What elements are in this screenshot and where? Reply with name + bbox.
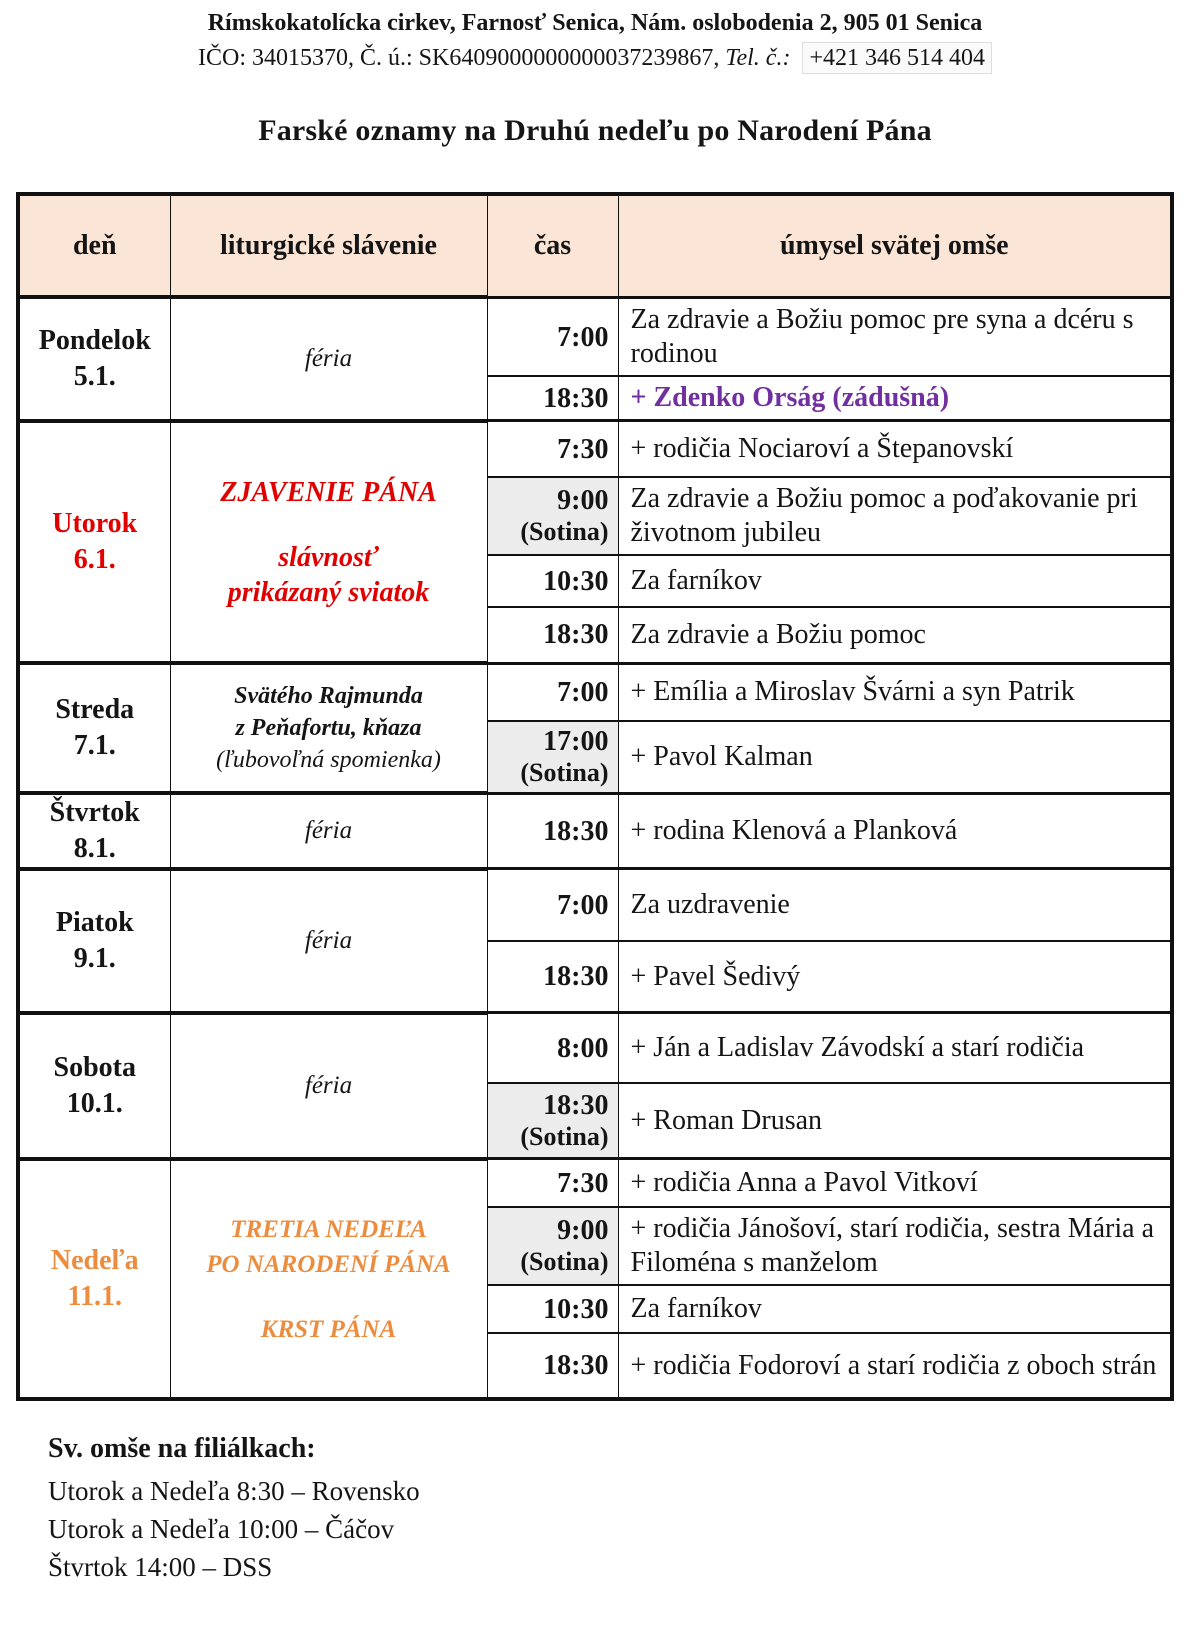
mass-time: 7:30 [557,433,609,465]
day-cell [18,1013,170,1159]
day-name: Utorok [52,508,138,540]
time-cell [487,793,618,869]
liturgy-line [177,1282,481,1312]
time-cell [487,477,618,555]
liturgy-line: slávnosť [278,541,379,573]
day-name: Streda [55,694,135,726]
day-date: 9.1. [73,942,116,974]
intention-cell: + rodina Klenová a Planková [618,793,1172,869]
day-name: Sobota [53,1052,136,1084]
phone-number: +421 346 514 404 [802,42,992,75]
day-name: Štvrtok [49,797,140,829]
liturgy-line: féria [304,926,353,954]
mass-row [18,663,1172,721]
mass-time: 18:30 [543,1350,609,1382]
time-cell [487,663,618,721]
mass-time: 7:00 [557,889,609,921]
intention-cell: + rodičia Anna a Pavol Vitkoví [618,1159,1172,1207]
time-cell [487,869,618,941]
time-cell [487,1285,618,1333]
branch-masses [48,1431,1190,1585]
time-cell [487,376,618,421]
mass-time: 17:00 [543,726,609,758]
mass-time: 18:30 [543,382,609,414]
parish-ids: IČO: 34015370, Č. ú.: SK6409000000000037239867, [197,44,720,71]
mass-row [18,869,1172,941]
mass-time: 10:30 [543,565,609,597]
intention-cell: + Emília a Miroslav Švárni a syn Patrik [618,663,1172,721]
liturgy-line: féria [304,344,353,372]
branch-masses-heading: Sv. omše na filiálkach: [48,1433,316,1465]
time-cell [487,1083,618,1159]
day-date: 7.1. [73,730,116,762]
intention-cell: + Ján a Ladislav Závodskí a starí rodičia [618,1013,1172,1083]
day-cell [18,793,170,869]
time-cell [487,421,618,477]
intention-cell: Za zdravie a Božiu pomoc pre syna a dcéru s rodinou [618,297,1172,376]
intention-cell: Za zdravie a Božiu pomoc a poďakovanie pri životnom jubileu [618,477,1172,555]
day-date: 6.1. [73,544,116,576]
intention-cell: Za uzdravenie [618,869,1172,941]
mass-place: (Sotina) [520,1121,609,1151]
time-cell [487,1333,618,1399]
liturgy-line: féria [304,816,353,844]
day-date: 8.1. [73,833,116,865]
mass-row [18,793,1172,869]
liturgy-line: ZJAVENIE PÁNA [220,476,437,508]
mass-time: 7:00 [557,676,609,708]
day-cell [18,297,170,420]
column-header-liturgy: liturgické slávenie [170,194,487,297]
day-name: Piatok [55,907,134,939]
day-cell [18,663,170,793]
mass-time: 18:30 [543,815,609,847]
liturgy-line: z Peňafortu, kňaza [235,715,422,742]
branch-mass-line: Utorok a Nedeľa 8:30 – Rovensko [48,1475,420,1506]
liturgy-line: KRST PÁNA [260,1315,397,1343]
intention-cell: Za zdravie a Božiu pomoc [618,607,1172,663]
mass-place: (Sotina) [520,758,609,788]
column-header-time: čas [487,194,618,297]
intention-cell: Za farníkov [618,1285,1172,1333]
mass-place: (Sotina) [520,517,609,547]
mass-time: 9:00 [557,1215,609,1247]
mass-time: 18:30 [543,961,609,993]
branch-mass-line: Štvrtok 14:00 – DSS [48,1551,273,1582]
day-name: Nedeľa [50,1245,139,1277]
time-cell [487,607,618,663]
liturgy-cell [170,1159,487,1399]
liturgy-cell [170,1013,487,1159]
intention-cell: + rodičia Fodoroví a starí rodičia z oboch strán [618,1333,1172,1399]
mass-time: 10:30 [543,1293,609,1325]
mass-row [18,1013,1172,1083]
liturgy-line: Svätého Rajmunda [234,682,423,709]
column-header-day: deň [18,194,170,297]
intention-cell: + rodičia Nociaroví a Štepanovskí [618,421,1172,477]
time-cell [487,1207,618,1285]
time-cell [487,297,618,376]
day-date: 11.1. [67,1281,122,1313]
mass-time: 9:00 [557,485,609,517]
time-cell [487,721,618,793]
time-cell [487,1013,618,1083]
liturgy-cell [170,663,487,793]
mass-time: 18:30 [543,1089,609,1121]
mass-time: 18:30 [543,619,609,651]
time-cell [487,555,618,607]
branch-mass-line: Utorok a Nedeľa 10:00 – Čáčov [48,1513,395,1544]
liturgy-line: PO NARODENÍ PÁNA [206,1250,451,1278]
parish-name: Rímskokatolícka cirkev, Farnosť Senica, Nám. oslobodenia 2, 905 01 Senica [207,10,983,36]
table-header-row [18,194,1172,297]
mass-schedule-table [16,192,1174,1401]
parish-contact [0,42,1190,75]
day-cell [18,869,170,1013]
liturgy-line: TRETIA NEDEĽA [230,1215,427,1243]
intention-cell: + Pavel Šedivý [618,941,1172,1013]
mass-place: (Sotina) [520,1247,609,1277]
intention-cell: + Pavol Kalman [618,721,1172,793]
time-cell [487,1159,618,1207]
liturgy-line: féria [304,1071,353,1099]
day-cell [18,421,170,663]
day-date: 5.1. [73,361,116,393]
liturgy-cell [170,297,487,420]
day-cell [18,1159,170,1399]
liturgy-line [177,510,481,540]
tel-label: Tel. č.: [725,44,791,71]
intention-cell: + Zdenko Orság (zádušná) [618,376,1172,421]
day-name: Pondelok [38,325,151,357]
mass-row [18,297,1172,376]
mass-time: 8:00 [557,1032,609,1064]
intention-cell: + Roman Drusan [618,1083,1172,1159]
mass-row [18,1159,1172,1207]
time-cell [487,941,618,1013]
intention-cell: + rodičia Jánošoví, starí rodičia, sestra Mária a Filoména s manželom [618,1207,1172,1285]
mass-time: 7:30 [557,1167,609,1199]
intention-cell: Za farníkov [618,555,1172,607]
liturgy-cell [170,793,487,869]
liturgy-cell [170,869,487,1013]
liturgy-line: prikázaný sviatok [227,576,430,608]
mass-time: 7:00 [557,321,609,353]
page-title: Farské oznamy na Druhú nedeľu po Narodení Pána [258,114,932,148]
day-date: 10.1. [66,1087,123,1119]
liturgy-cell [170,421,487,663]
document-header [0,8,1190,74]
liturgy-line: (ľubovoľná spomienka) [216,747,441,774]
mass-row [18,421,1172,477]
column-header-intention: úmysel svätej omše [618,194,1172,297]
